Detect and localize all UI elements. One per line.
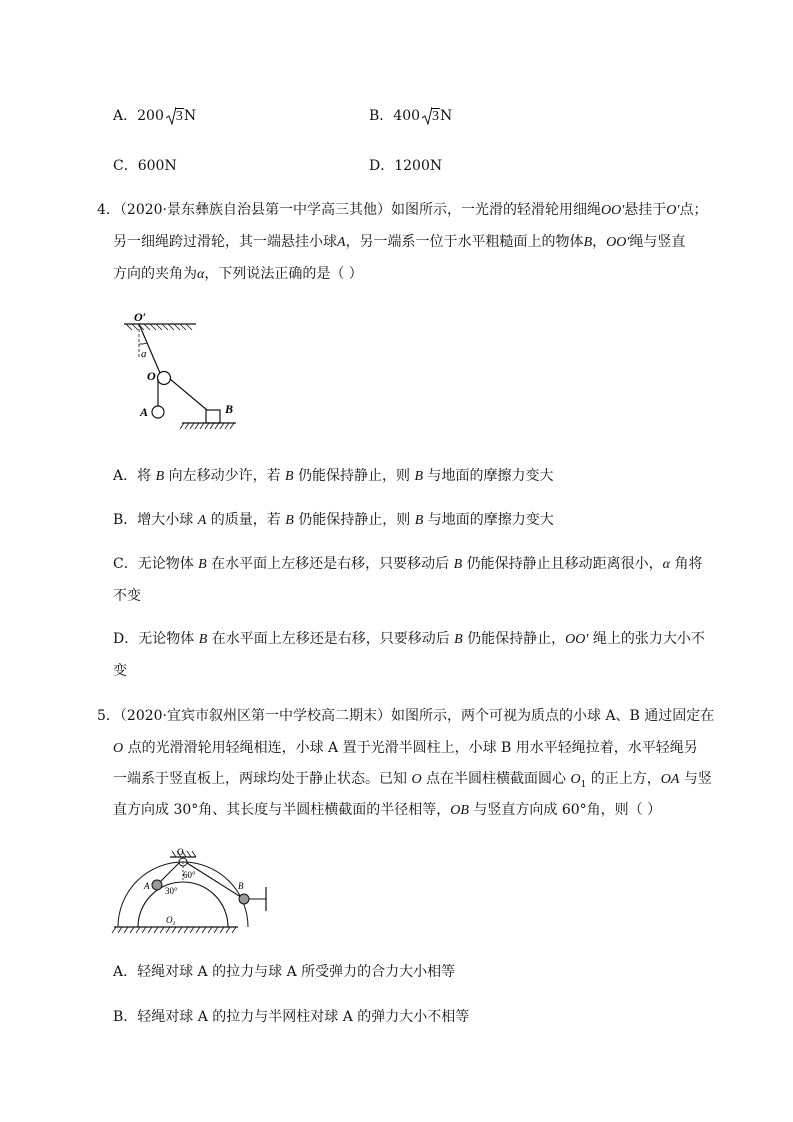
label-b: B: [225, 402, 234, 416]
q4-option-d-line-2: [113, 661, 127, 681]
math-oa: OA: [660, 772, 680, 787]
option-text: 仍能保持静止，: [462, 631, 566, 647]
option-text: A．将: [113, 468, 156, 484]
option-text: 与地面的摩擦力变大: [423, 512, 554, 528]
stem-text: 另一细绳跨过滑轮，其一端悬挂小球: [113, 234, 337, 250]
label-a: A: [144, 881, 150, 891]
q4-option-a: [113, 466, 554, 487]
option-unit: N: [440, 108, 453, 124]
label-o-prime: O′: [134, 310, 147, 324]
option-text: 变: [113, 663, 127, 679]
stem-text: 与竖: [679, 771, 712, 787]
option-text: 绳上的张力大小不: [588, 631, 705, 647]
stem-text: 点的光滑滑轮用轻绳相连，小球 A 置于光滑半圆柱上，小球 B 用水平轻绳拉着，水平轻绳另: [123, 740, 698, 756]
option-text: 不变: [113, 588, 141, 604]
q5-option-b: [113, 1007, 469, 1027]
stem-text: 点在半圆柱横截面圆心: [421, 771, 571, 787]
option-text: 在水平面上左移还是右移，只要移动后: [207, 631, 455, 647]
math-o1: O: [570, 772, 581, 787]
stem-text: 直方向成 30°角、其长度与半圆柱横截面的半径相等，: [113, 802, 451, 818]
math-oo: OO′: [606, 235, 630, 250]
q5-stem-line-1: [97, 706, 714, 726]
option-value: 1200N: [394, 158, 443, 174]
label-b: B: [238, 881, 244, 891]
radicand: 3: [432, 109, 440, 124]
sqrt-symbol: [422, 106, 440, 127]
option-value: 600N: [137, 158, 177, 174]
stem-text: 点；: [679, 202, 708, 218]
q4-pulley-figure: [110, 310, 250, 435]
q5-stem-line-4: [113, 800, 661, 821]
option-text: B．增大小球: [113, 512, 198, 528]
math-b: B: [285, 513, 294, 528]
label-60: 60°: [183, 870, 196, 880]
stem-text: 悬挂于: [624, 202, 667, 218]
subscript: 1: [580, 779, 587, 790]
option-letter: B．: [369, 108, 394, 124]
q3-option-d: [369, 156, 442, 176]
q5-half-cylinder-figure: [110, 845, 280, 945]
math-o: O: [411, 772, 422, 787]
option-letter: C．: [113, 158, 138, 174]
math-b: B: [414, 469, 424, 484]
math-ob: OB: [450, 803, 469, 818]
option-letter: A．: [113, 108, 138, 124]
stem-text: ，: [592, 234, 607, 250]
option-text: 仍能保持静止，则: [293, 512, 415, 528]
math-oo: OO′: [565, 632, 589, 647]
option-text: 仍能保持静止，则: [293, 468, 415, 484]
q4-option-d-line-1: [113, 629, 705, 650]
option-value: 400: [393, 108, 421, 124]
option-text: B．轻绳对球 A 的拉力与半网柱对球 A 的弹力大小不相等: [113, 1009, 470, 1025]
math-b: B: [583, 235, 593, 250]
label-alpha: a: [141, 348, 147, 360]
sqrt-symbol: [166, 106, 184, 127]
option-unit: N: [183, 108, 197, 124]
question-number: 5．: [97, 708, 120, 724]
math-oo: OO′: [601, 203, 625, 218]
stem-text: （2020·景东彝族自治县第一中学高三其他）如图所示，一光滑的轻滑轮用细绳: [119, 202, 601, 218]
math-b: B: [198, 557, 207, 572]
math-alpha: α: [197, 267, 205, 282]
label-o: O: [177, 847, 184, 857]
option-letter: D．: [369, 158, 395, 174]
q4-stem-line-2: [113, 232, 685, 253]
q5-stem-line-2: [113, 738, 698, 759]
q3-option-b: [369, 106, 452, 127]
stem-text: 绳与竖直: [629, 234, 686, 250]
label-o: O: [147, 369, 156, 383]
option-text: 与地面的摩擦力变大: [423, 468, 554, 484]
option-text: 角将: [670, 556, 703, 572]
q5-option-a: [113, 962, 455, 982]
q5-stem-line-3: [113, 769, 712, 795]
stem-text: 一端系于竖直板上，两球均处于静止状态。已知: [113, 771, 412, 787]
option-text: D．无论物体: [113, 631, 199, 647]
option-text: 在水平面上左移还是右移，只要移动后: [206, 556, 454, 572]
math-b: B: [453, 557, 463, 572]
math-b: B: [414, 513, 424, 528]
option-text: 向左移动少许，若: [164, 468, 286, 484]
option-text: 仍能保持静止且移动距离很小，: [462, 556, 663, 572]
stem-text: 与竖直方向成 60°角，则（ ）: [468, 802, 662, 818]
stem-text: （2020·宜宾市叙州区第一中学校高二期末）如图所示，两个可视为质点的小球 A、B 通过固定在: [119, 708, 715, 724]
math-b: B: [198, 632, 208, 647]
q3-option-c: [113, 156, 177, 176]
stem-text: ，另一端系一位于水平粗糙面上的物体: [345, 234, 584, 250]
option-text: A．轻绳对球 A 的拉力与球 A 所受弹力的合力大小相等: [113, 964, 456, 980]
math-a: A: [337, 235, 346, 250]
math-alpha: α: [662, 557, 671, 572]
math-b: B: [155, 469, 165, 484]
label-30: 30°: [165, 886, 178, 896]
math-o-prime: O′: [666, 203, 680, 218]
stem-text: 的正上方，: [586, 771, 661, 787]
label-a: A: [140, 405, 149, 419]
stem-text: ，下列说法正确的是（ ）: [204, 266, 363, 282]
q3-option-a: [113, 106, 196, 127]
option-text: C．无论物体: [113, 556, 199, 572]
label-o1: $O_1$: [166, 915, 176, 927]
question-number: 4．: [97, 202, 120, 218]
math-b: B: [454, 632, 463, 647]
q4-option-b: [113, 510, 554, 531]
q4-option-c-line-2: [113, 586, 141, 606]
math-o: O: [113, 741, 124, 756]
radicand: 3: [175, 109, 183, 124]
q4-option-c-line-1: [113, 554, 702, 575]
option-text: 的质量，若: [206, 512, 286, 528]
q4-stem-line-1: [97, 200, 707, 221]
stem-text: 方向的夹角为: [113, 266, 197, 282]
option-value: 200: [137, 108, 164, 124]
math-b: B: [285, 469, 294, 484]
q4-stem-line-3: [113, 264, 363, 285]
math-a: A: [197, 513, 207, 528]
